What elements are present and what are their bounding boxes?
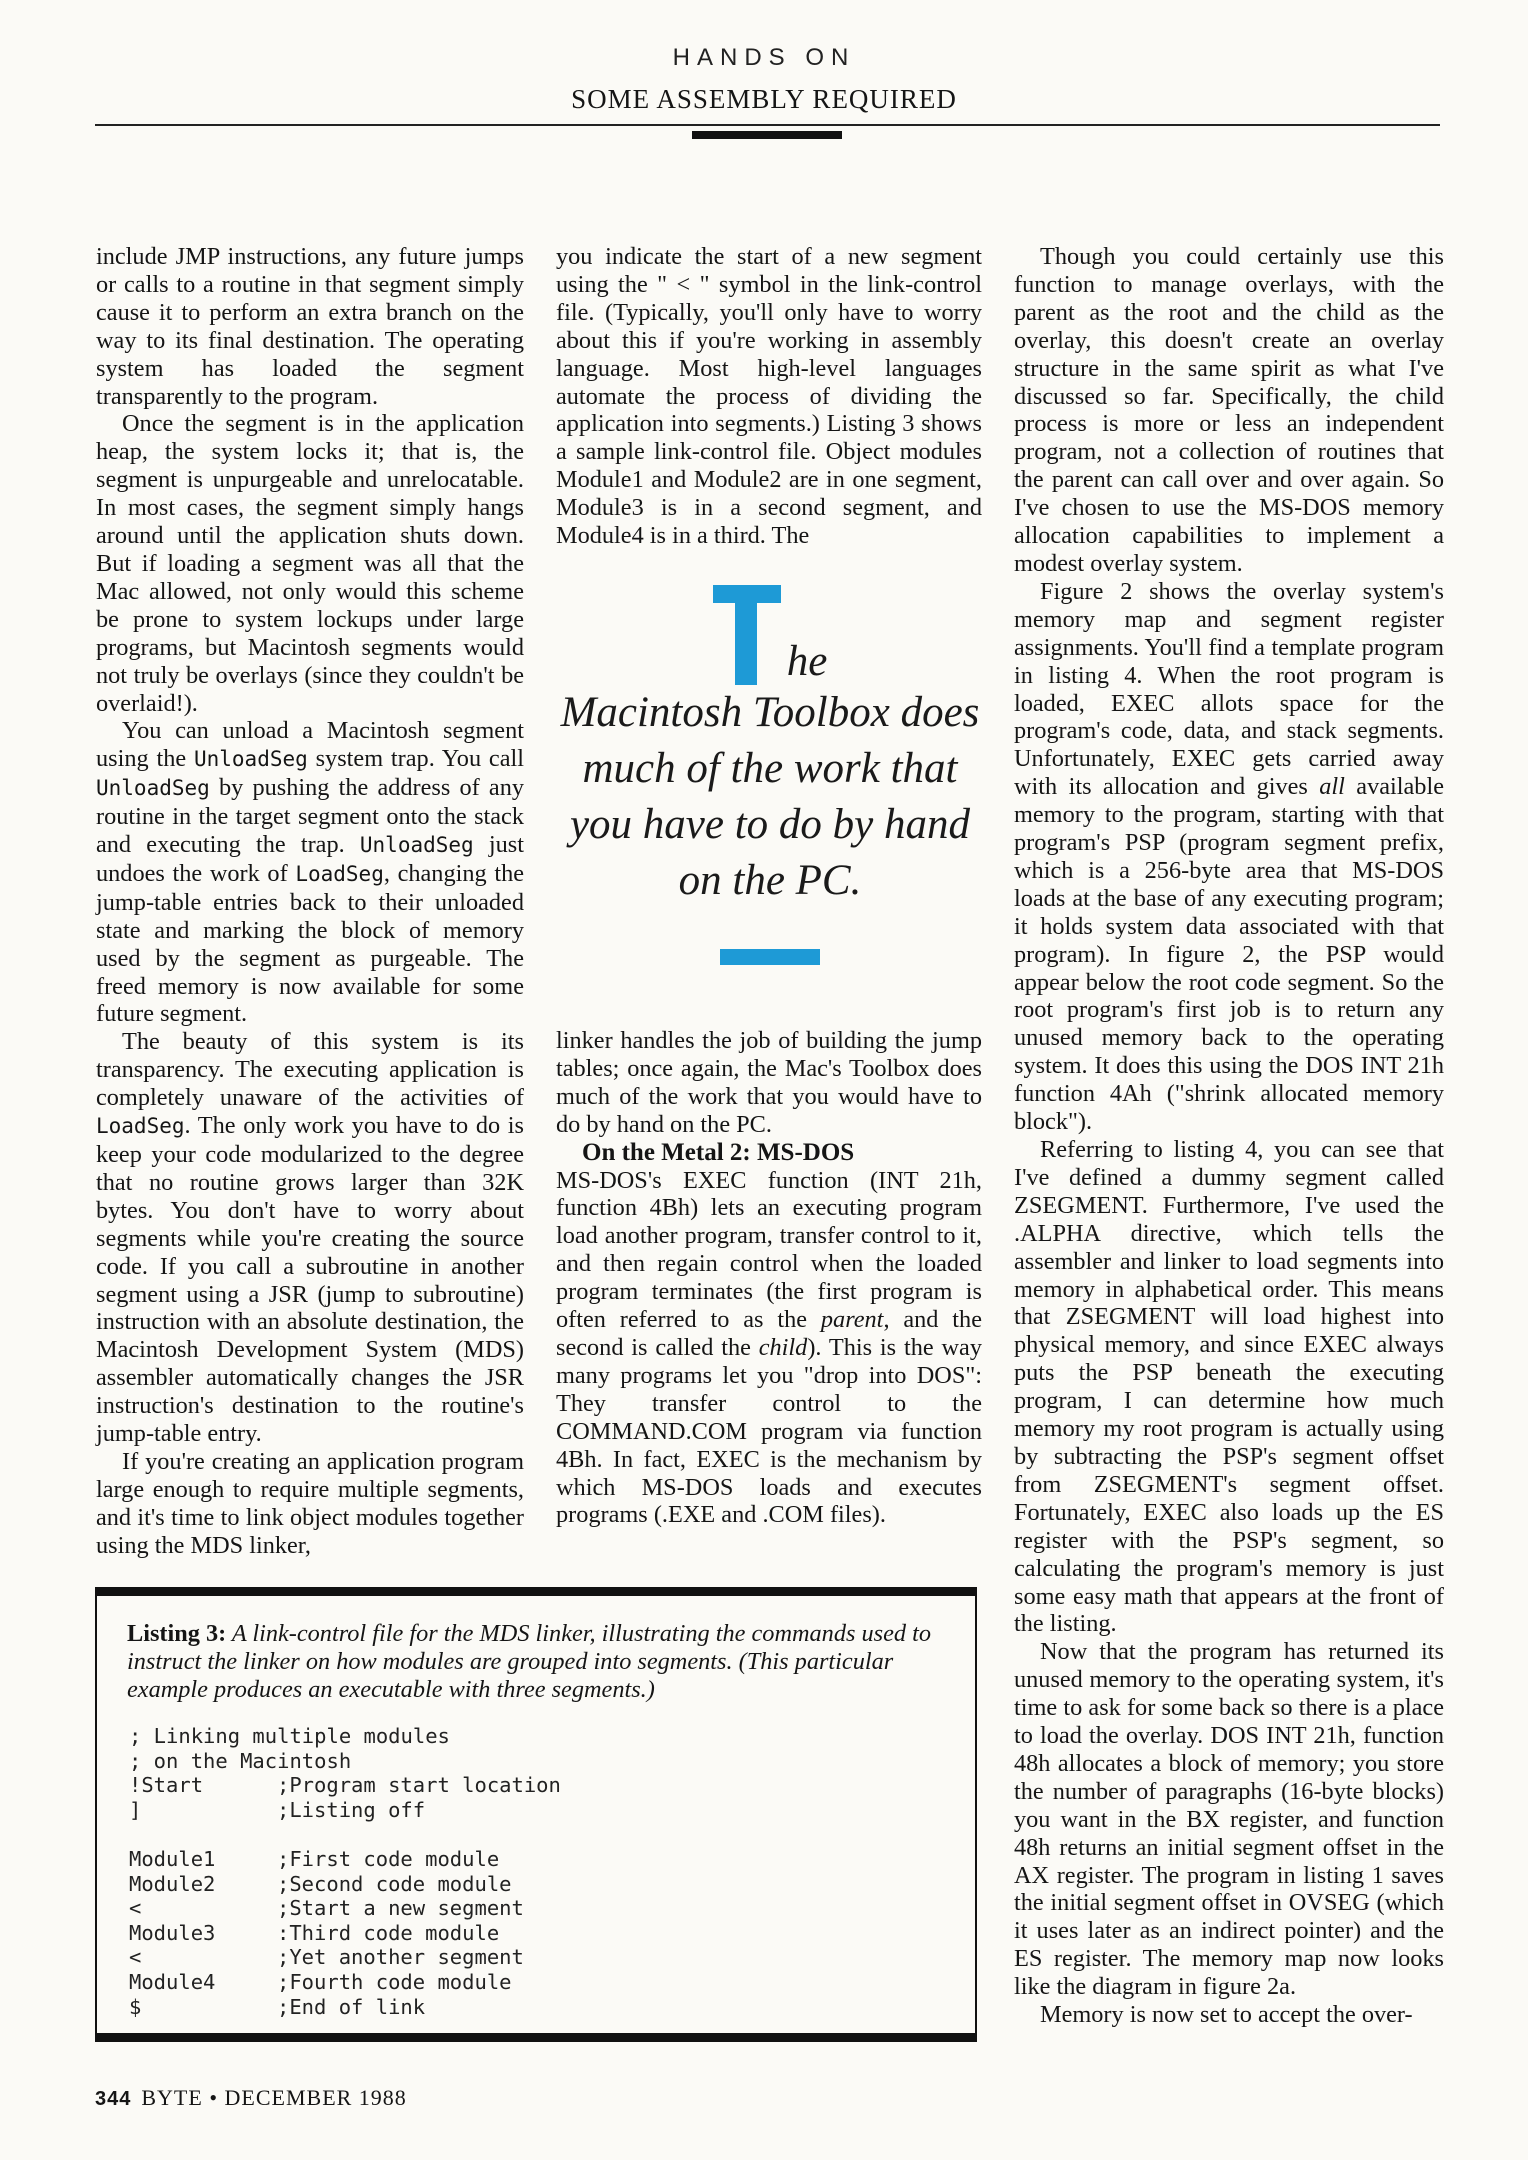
emphasis: all [1319, 773, 1345, 801]
page-number: 344 [95, 2088, 132, 2110]
listing-box [95, 1587, 977, 2042]
paragraph: Once the segment is in the application heap, the system locks it; that is, the segment is unpurgeable and unrelocatable. In most cases, the segment simply hangs around until the application shuts down. But if loading a segment was all that the Mac allowed, not only would this scheme be prone to system lockups under large programs, but Macintosh segments would not truly be overlays (since they couldn't be overlaid!). [96, 410, 524, 717]
code-line: Module2 ;Second code module [129, 1871, 512, 1896]
column-2-bottom [556, 1027, 982, 1529]
paragraph: Now that the program has returned its unused memory to the operating system, it's time to ask for some back so there is a place to load the overlay. DOS INT 21h, function 48h allocates a block of memory; you store the number of paragraphs (16-byte blocks) you want in the BX register, and function 48h returns an initial segment offset in the AX register. The program in listing 1 saves the initial segment offset in OVSEG (which it uses later as an indirect pointer) and the ES register. The memory map now looks like the diagram in figure 2a. [1014, 1638, 1444, 2001]
pull-quote [548, 585, 992, 909]
footer-text: BYTE • DECEMBER 1988 [141, 2085, 407, 2110]
paragraph: you indicate the start of a new segment using the " < " symbol in the link-control file. (Typically, you'll only have to worry about this if you're working in assembly language. Most high-level languages automate the process of dividing the application into segments.) Listing 3 shows a sample link-control file. Object modules Module1 and Module2 are in one segment, Module3 is in a second segment, and Module4 is in a third. The [556, 243, 982, 550]
column-2-top [556, 243, 982, 550]
code-line: ; on the Macintosh [129, 1748, 352, 1773]
pull-quote-first-line [548, 585, 992, 685]
section-header: HANDS ON [672, 44, 856, 71]
code-line: ; Linking multiple modules [129, 1724, 450, 1748]
code-line: Module4 ;Fourth code module [129, 1969, 512, 1994]
code-line: $ ;End of link [129, 1994, 426, 2019]
code-term: LoadSeg [96, 1114, 185, 1139]
paragraph: You can unload a Macintosh segment using the UnloadSeg system trap. You call UnloadSeg by pushing the address of any routine in the target segment onto the stack and executing the trap. UnloadSeg just undoes the work of LoadSeg, changing the jump-table entries back to their unloaded state and marking the block of memory used by the segment as purgeable. The freed memory is now available for some future segment. [96, 717, 524, 1028]
emphasis: parent [820, 1306, 884, 1334]
header-rule [95, 124, 1440, 126]
column-1 [96, 243, 524, 1560]
page-footer [95, 2085, 407, 2111]
paragraph: Referring to listing 4, you can see that I've defined a dummy segment called ZSEGMENT. Furthermore, I've used the .ALPHA directive, which tells the assembler and linker to load segments into memory in alphabetical order. This means that ZSEGMENT will load highest into physical memory, and since EXEC always puts the PSP beneath the executing program, I can determine how much memory my root program is actually using by subtracting the PSP's segment offset from ZSEGMENT's segment offset. Fortunately, EXEC also loads up the ES register with the PSP's segment, so calculating the program's memory is just some easy math that appears at the front of the listing. [1014, 1136, 1444, 1638]
listing-caption: Listing 3: A link-control file for the MDS linker, illustrating the commands used to instruct the linker on how modules are grouped into segments. (This particular example produces an executable with three segments.) [127, 1620, 932, 1703]
code-line: ] ;Listing off [129, 1797, 426, 1822]
code-line: < ;Yet another segment [129, 1945, 524, 1970]
code-term: LoadSeg [295, 861, 384, 886]
code-line: Module1 ;First code module [129, 1846, 500, 1871]
paragraph: If you're creating an application program large enough to require multiple segments, and it's time to link object modules together using the MDS linker, [96, 1447, 524, 1559]
code-block [129, 1724, 561, 2019]
column-3 [1014, 243, 1444, 2029]
code-line: < ;Start a new segment [129, 1896, 524, 1921]
paragraph: MS-DOS's EXEC function (INT 21h, function 4Bh) lets an executing program load another program, transfer control to it, and then regain control when the loaded program terminates (the first program is often referred to as the parent, and the second is called the child). This is the way many programs let you "drop into DOS": They transfer control to the COMMAND.COM program via function 4Bh. In fact, EXEC is the mechanism by which MS-DOS loads and executes programs (.EXE and .COM files). [556, 1166, 982, 1529]
drop-cap-t-icon [713, 585, 781, 685]
code-term: UnloadSeg [359, 833, 474, 858]
paragraph: linker handles the job of building the jump tables; once again, the Mac's Toolbox does much of the work that you would have to do by hand on the PC. [556, 1027, 982, 1138]
code-term: UnloadSeg [193, 747, 308, 772]
code-line: !Start ;Program start location [129, 1773, 561, 1798]
paragraph: Though you could certainly use this function to manage overlays, with the parent as the root and the child as the overlay, this doesn't create an overlay structure in the same spirit as what I've discussed so far. Specifically, the child process is more or less an independent program, not a collection of routines that the parent can call over and over again. So I've chosen to use the MS-DOS memory allocation capabilities to implement a modest overlay system. [1014, 243, 1444, 577]
paragraph: include JMP instructions, any future jumps or calls to a routine in that segment simply cause it to perform an extra branch on the way to its final destination. The operating system has loaded the segment transparently to the program. [96, 243, 524, 410]
paragraph: Memory is now set to accept the over- [1040, 2001, 1413, 2029]
section-subhead: On the Metal 2: MS-DOS [582, 1138, 855, 1166]
paragraph: The beauty of this system is its transparency. The executing application is completely unaware of the activities of LoadSeg. The only work you have to do is keep your code modularized to the degree that no routine grows larger than 32K bytes. You don't have to worry about segments while you're creating the source code. If you call a subroutine in another segment using a JSR (jump to subroutine) instruction with an absolute destination, the Macintosh Development System (MDS) assembler automatically changes the JSR instruction's destination to the routine's jump-table entry. [96, 1028, 524, 1448]
pull-quote-initial-rest: he [786, 638, 828, 685]
pull-quote-text: Macintosh Toolbox does much of the work that you have to do by hand on the PC. [560, 689, 980, 904]
paragraph: Figure 2 shows the overlay system's memory map and segment register assignments. You'll find a template program in listing 4. When the root program is loaded, EXEC allots space for the program's code, data, and stack segments. Unfortunately, EXEC gets carried away with its allocation and gives all available memory to the program, starting with that program's PSP (program segment prefix, which is a 256-byte area that MS-DOS loads at the base of any executing program; it holds system data associated with that program). In figure 2, the PSP would appear below the root code segment. So the root program's first job is to return any unused memory back to the operating system. It does this using the DOS INT 21h function 4Ah ("shrink allocated memory block"). [1014, 577, 1444, 1136]
code-line: Module3 :Third code module [129, 1920, 500, 1945]
code-term: UnloadSeg [96, 776, 210, 801]
pull-quote-bar [720, 949, 820, 965]
emphasis: child [758, 1333, 808, 1361]
header-bar [692, 131, 842, 139]
listing-label: Listing 3: [127, 1620, 227, 1647]
article-title: SOME ASSEMBLY REQUIRED [571, 84, 957, 114]
